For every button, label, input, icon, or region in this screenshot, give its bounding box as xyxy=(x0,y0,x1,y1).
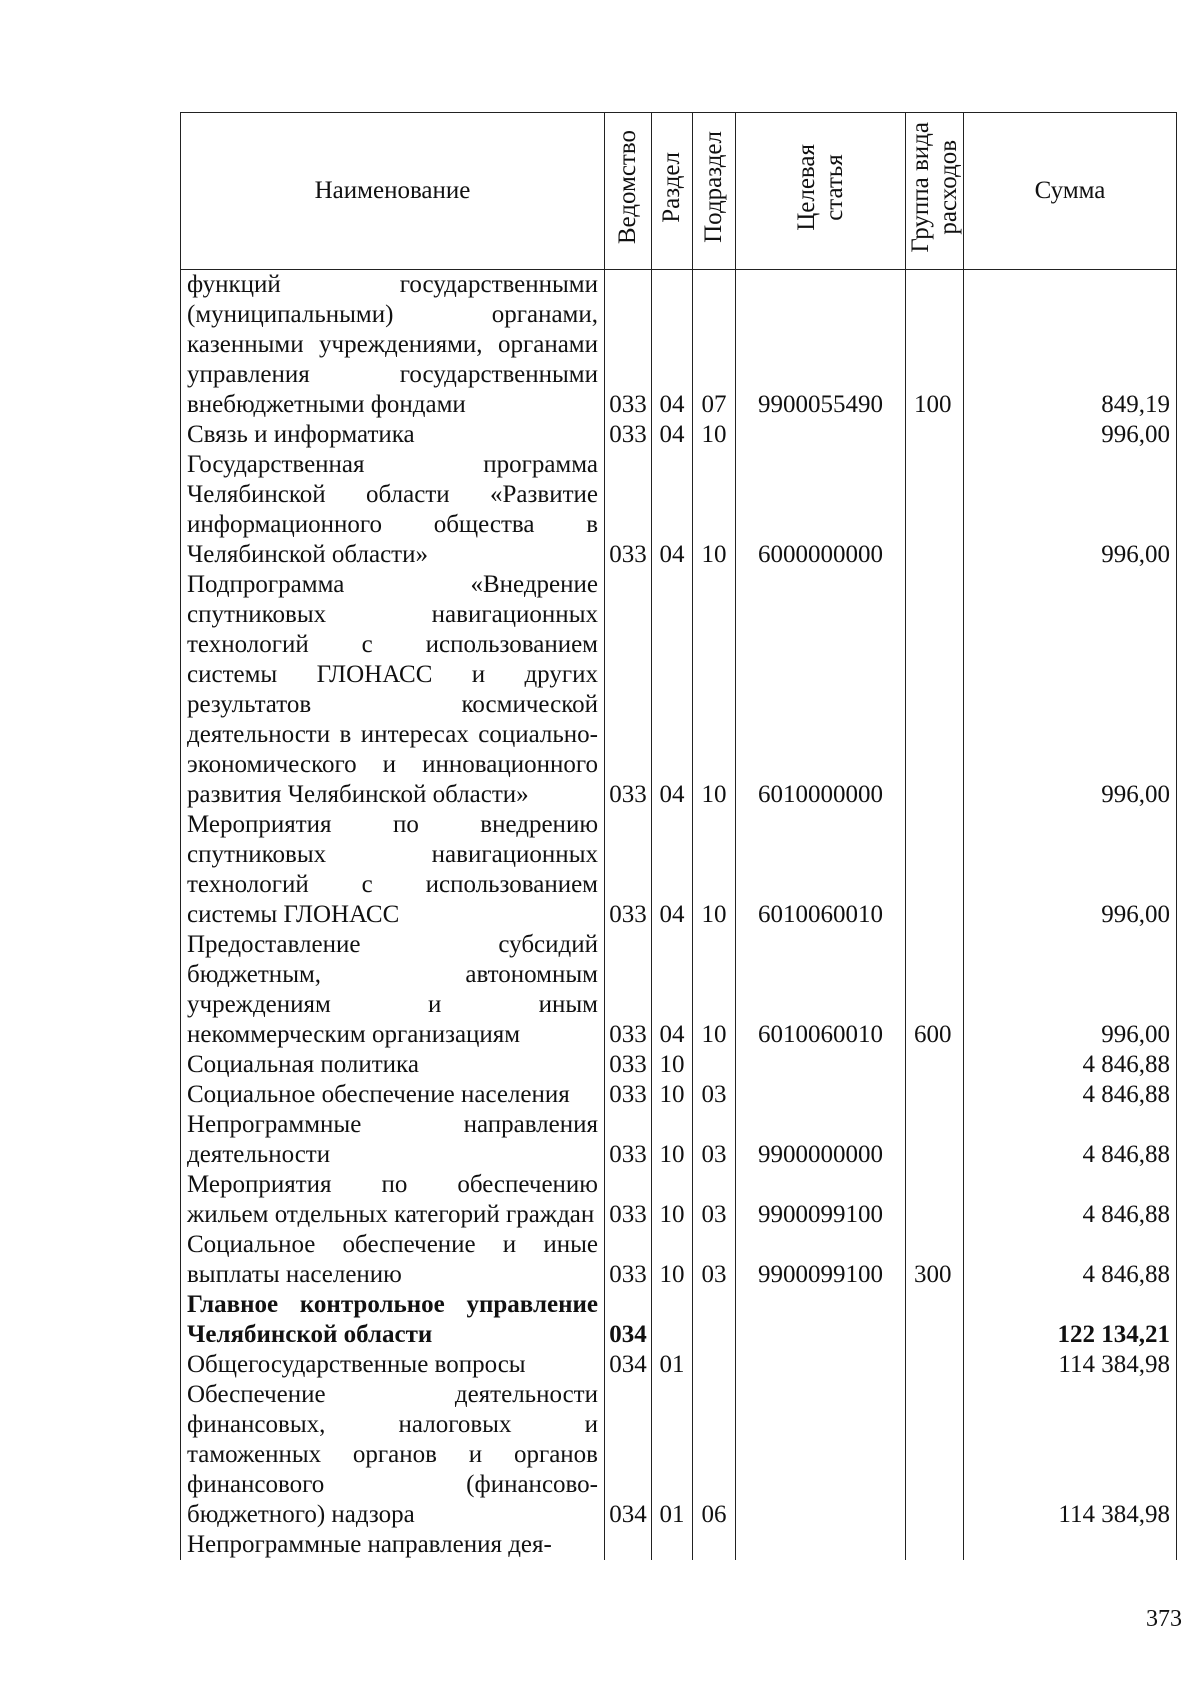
header-name: Наименование xyxy=(181,113,605,270)
row-subsection xyxy=(693,1290,736,1350)
row-subsection: 10 xyxy=(693,810,736,930)
row-sum: 996,00 xyxy=(964,930,1177,1050)
row-group xyxy=(906,1170,964,1230)
row-sum: 4 846,88 xyxy=(964,1080,1177,1110)
row-subsection: 03 xyxy=(693,1110,736,1170)
header-group: Группа вида расходов xyxy=(906,113,964,270)
table-row xyxy=(181,270,1177,421)
table-row xyxy=(181,1230,1177,1290)
row-target xyxy=(736,1350,906,1380)
row-sum: 114 384,98 xyxy=(964,1350,1177,1380)
table-row xyxy=(181,450,1177,570)
row-group xyxy=(906,1080,964,1110)
row-target: 9900099100 xyxy=(736,1170,906,1230)
row-sum xyxy=(964,1530,1177,1560)
row-target: 6010000000 xyxy=(736,570,906,810)
budget-table xyxy=(180,112,1177,1560)
row-target xyxy=(736,1050,906,1080)
row-name: Непрограммные направления деятельности xyxy=(181,1110,605,1170)
row-target xyxy=(736,1530,906,1560)
row-section: 04 xyxy=(652,270,693,421)
table-row xyxy=(181,1290,1177,1350)
header-sum: Сумма xyxy=(964,113,1177,270)
table-header xyxy=(181,113,1177,270)
row-subsection: 03 xyxy=(693,1080,736,1110)
page-number: 373 xyxy=(1146,1606,1182,1632)
row-section: 04 xyxy=(652,450,693,570)
row-group xyxy=(906,1380,964,1530)
row-name: Социальная политика xyxy=(181,1050,605,1080)
table-row xyxy=(181,1350,1177,1380)
row-subsection: 03 xyxy=(693,1230,736,1290)
row-subsection xyxy=(693,1050,736,1080)
row-section: 10 xyxy=(652,1080,693,1110)
row-sum: 996,00 xyxy=(964,570,1177,810)
row-target: 9900000000 xyxy=(736,1110,906,1170)
row-target xyxy=(736,1380,906,1530)
row-sum: 114 384,98 xyxy=(964,1380,1177,1530)
row-department: 034 xyxy=(605,1350,652,1380)
row-group xyxy=(906,420,964,450)
row-department: 034 xyxy=(605,1290,652,1350)
row-subsection: 10 xyxy=(693,420,736,450)
table-row xyxy=(181,1170,1177,1230)
row-section xyxy=(652,1290,693,1350)
row-name: Предоставление субсидий бюджетным, автономным учреждениям и иным некоммерческим организациям xyxy=(181,930,605,1050)
row-subsection: 10 xyxy=(693,930,736,1050)
row-subsection xyxy=(693,1350,736,1380)
header-section: Раздел xyxy=(652,113,693,270)
row-sum: 996,00 xyxy=(964,810,1177,930)
row-name: Подпрограмма «Внедрение спутниковых навигационных технологий с использованием системы ГЛОНАСС и других результатов космической деятельности в интересах социально-экономического и инновационного развития Челябинской области» xyxy=(181,570,605,810)
table-body xyxy=(181,270,1177,1561)
row-sum: 122 134,21 xyxy=(964,1290,1177,1350)
row-department: 033 xyxy=(605,810,652,930)
row-section: 04 xyxy=(652,930,693,1050)
header-target: Целевая статья xyxy=(736,113,906,270)
table-row xyxy=(181,420,1177,450)
row-department: 033 xyxy=(605,1230,652,1290)
row-name: Обеспечение деятельности финансовых, налоговых и таможенных органов и органов финансового (финансово-бюджетного) надзора xyxy=(181,1380,605,1530)
row-group xyxy=(906,1290,964,1350)
row-name: Социальное обеспечение населения xyxy=(181,1080,605,1110)
row-department: 033 xyxy=(605,1050,652,1080)
row-section xyxy=(652,1530,693,1560)
row-target xyxy=(736,420,906,450)
row-section: 10 xyxy=(652,1050,693,1080)
row-name: Связь и информатика xyxy=(181,420,605,450)
row-group xyxy=(906,1050,964,1080)
row-department: 033 xyxy=(605,420,652,450)
row-sum: 4 846,88 xyxy=(964,1110,1177,1170)
row-section: 10 xyxy=(652,1170,693,1230)
row-group xyxy=(906,1530,964,1560)
row-section: 04 xyxy=(652,570,693,810)
table-row xyxy=(181,1080,1177,1110)
table-row xyxy=(181,570,1177,810)
row-subsection xyxy=(693,1530,736,1560)
table-row xyxy=(181,930,1177,1050)
row-section: 04 xyxy=(652,420,693,450)
row-target xyxy=(736,1080,906,1110)
row-name: функций государственными (муниципальными) органами, казенными учреждениями, органами управления государственными внебюджетными фондами xyxy=(181,270,605,421)
table-row xyxy=(181,810,1177,930)
table-row xyxy=(181,1530,1177,1560)
row-department: 033 xyxy=(605,1110,652,1170)
row-subsection: 07 xyxy=(693,270,736,421)
row-target: 6010060010 xyxy=(736,930,906,1050)
header-subsection: Подраздел xyxy=(693,113,736,270)
row-name: Мероприятия по обеспечению жильем отдельных категорий граждан xyxy=(181,1170,605,1230)
row-section: 10 xyxy=(652,1110,693,1170)
row-section: 04 xyxy=(652,810,693,930)
row-name: Социальное обеспечение и иные выплаты населению xyxy=(181,1230,605,1290)
table-row xyxy=(181,1380,1177,1530)
row-department: 033 xyxy=(605,570,652,810)
row-target: 9900055490 xyxy=(736,270,906,421)
row-target: 6010060010 xyxy=(736,810,906,930)
table-row xyxy=(181,1050,1177,1080)
row-department: 033 xyxy=(605,450,652,570)
row-group: 100 xyxy=(906,270,964,421)
row-name: Государственная программа Челябинской области «Развитие информационного общества в Челябинской области» xyxy=(181,450,605,570)
row-sum: 849,19 xyxy=(964,270,1177,421)
row-sum: 996,00 xyxy=(964,450,1177,570)
row-sum: 4 846,88 xyxy=(964,1050,1177,1080)
row-sum: 996,00 xyxy=(964,420,1177,450)
row-group: 600 xyxy=(906,930,964,1050)
row-group xyxy=(906,810,964,930)
row-sum: 4 846,88 xyxy=(964,1170,1177,1230)
row-department xyxy=(605,1530,652,1560)
row-department: 033 xyxy=(605,930,652,1050)
row-subsection: 10 xyxy=(693,570,736,810)
row-section: 10 xyxy=(652,1230,693,1290)
row-target: 6000000000 xyxy=(736,450,906,570)
row-group xyxy=(906,1350,964,1380)
row-group xyxy=(906,450,964,570)
row-name: Мероприятия по внедрению спутниковых навигационных технологий с использованием системы ГЛОНАСС xyxy=(181,810,605,930)
row-department: 033 xyxy=(605,1080,652,1110)
row-department: 033 xyxy=(605,270,652,421)
row-subsection: 10 xyxy=(693,450,736,570)
row-name: Общегосударственные вопросы xyxy=(181,1350,605,1380)
row-name: Главное контрольное управление Челябинской области xyxy=(181,1290,605,1350)
row-section: 01 xyxy=(652,1350,693,1380)
row-section: 01 xyxy=(652,1380,693,1530)
row-group xyxy=(906,570,964,810)
row-subsection: 06 xyxy=(693,1380,736,1530)
row-group xyxy=(906,1110,964,1170)
row-name: Непрограммные направления дея- xyxy=(181,1530,605,1560)
row-subsection: 03 xyxy=(693,1170,736,1230)
table-row xyxy=(181,1110,1177,1170)
row-department: 033 xyxy=(605,1170,652,1230)
header-department: Ведомство xyxy=(605,113,652,270)
row-target xyxy=(736,1290,906,1350)
row-group: 300 xyxy=(906,1230,964,1290)
row-sum: 4 846,88 xyxy=(964,1230,1177,1290)
row-department: 034 xyxy=(605,1380,652,1530)
row-target: 9900099100 xyxy=(736,1230,906,1290)
